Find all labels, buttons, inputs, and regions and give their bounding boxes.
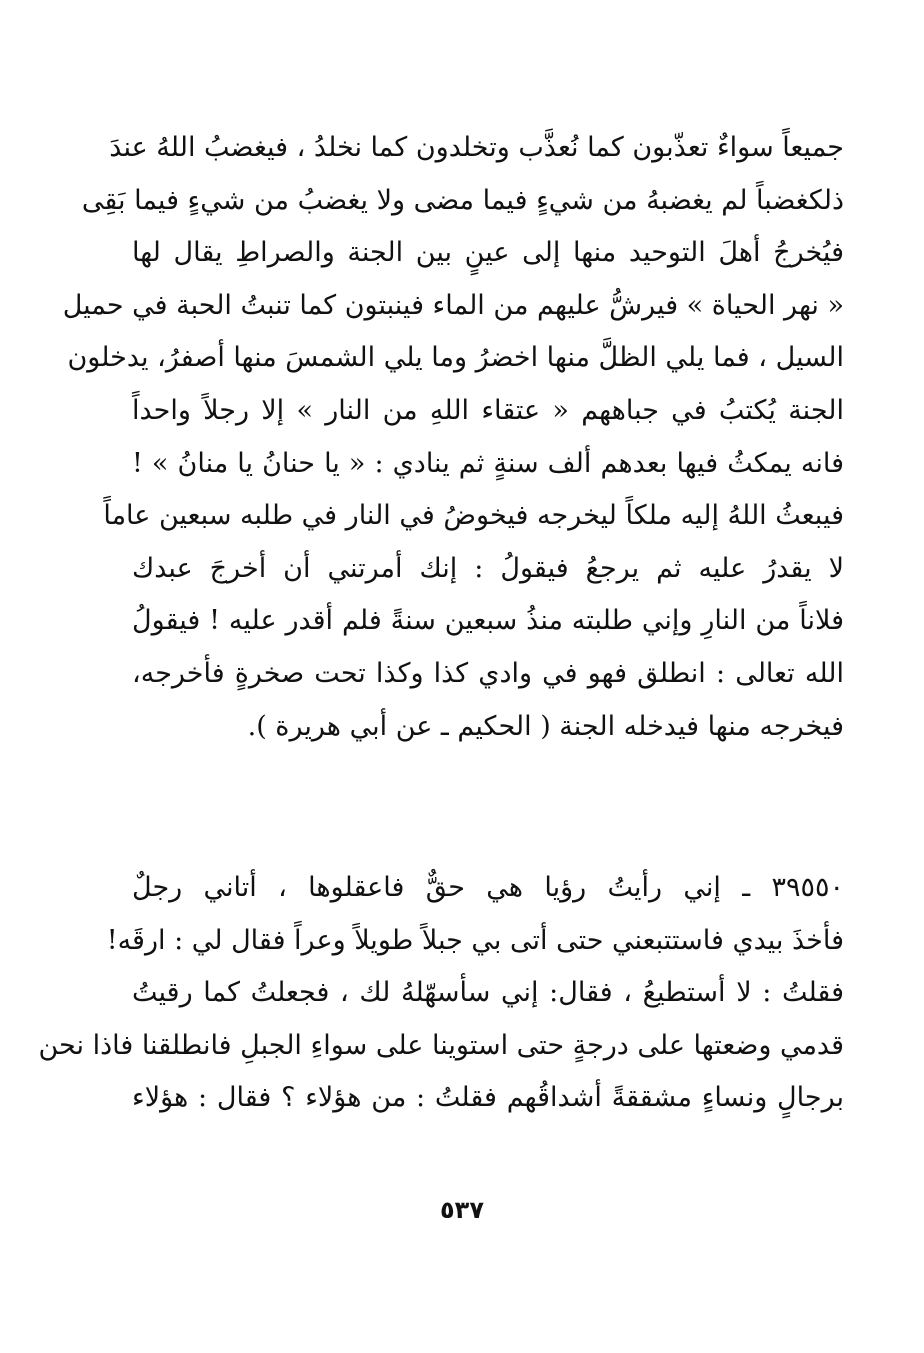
- text-line: فانه يمكثُ فيها بعدهم ألف سنةٍ ثم ينادي : « يا حنانُ يا منانُ » !: [132, 447, 845, 479]
- text-line: « نهر الحياة » فيرشُّ عليهم من الماء فينبتون كما تنبتُ الحبة في حميل: [62, 289, 844, 321]
- hadith-paragraph: [38, 862, 844, 1125]
- text-line: برجالٍ ونساءٍ مشققةً أشداقُهم فقلتُ : من هؤلاء ؟ فقال : هؤلاء: [132, 1082, 844, 1114]
- text-line: فيبعثُ اللهُ إليه ملكاً ليخرجه فيخوضُ في النار في طلبه سبعين عاماً: [103, 500, 844, 532]
- text-line: فلاناً من النارِ وإني طلبته منذُ سبعين سنةً فلم أقدر عليه ! فيقولُ: [132, 605, 844, 637]
- text-line: قدمي وضعتها على درجةٍ حتى استوينا على سواءِ الجبلِ فانطلقنا فاذا نحن: [38, 1029, 844, 1061]
- text-line: السيل ، فما يلي الظلَّ منها اخضرُ وما يلي الشمسَ منها أصفرُ، يدخلون: [67, 342, 844, 374]
- text-line: فأخذَ بيدي فاستتبعني حتى أتى بي جبلاً طويلاً وعراً فقال لي : ارقَه!: [106, 924, 844, 956]
- text-line: لا يقدرُ عليه ثم يرجعُ فيقولُ : إنك أمرتني أن أخرجَ عبدك: [132, 552, 844, 584]
- text-line: الله تعالى : انطلق فهو في وادي كذا وكذا تحت صخرةٍ فأخرجه،: [132, 657, 844, 689]
- text-line: فقلتُ : لا أستطيعُ ، فقال: إني سأسهّلهُ لك ، فجعلتُ كما رقيتُ: [132, 977, 844, 1009]
- text-line: جميعاً سواءٌ تعذّبون كما نُعذَّب وتخلدون كما نخلدُ ، فيغضبُ اللهُ عندَ: [109, 132, 844, 163]
- text-line: ٣٩٥٥٠ ـ إني رأيتُ رؤيا هي حقٌّ فاعقلوها ، أتاني رجلٌ: [132, 872, 844, 903]
- page-number: ٥٣٧: [440, 1196, 484, 1224]
- text-line: الجنة يُكتبُ في جباههم « عتقاء اللهِ من النار » إلا رجلاً واحداً: [132, 394, 844, 426]
- text-line: فيُخرجُ أهلَ التوحيد منها إلى عينٍ بين الجنة والصراطِ يقال لها: [132, 237, 844, 269]
- hadith-paragraph: [62, 122, 845, 753]
- text-line: ذلكغضباً لم يغضبهُ من شيءٍ فيما مضى ولا يغضبُ من شيءٍ فيما بَقِى: [81, 184, 844, 216]
- text-line: فيخرجه منها فيدخله الجنة ( الحكيم ـ عن أبي هريرة ).: [247, 710, 844, 742]
